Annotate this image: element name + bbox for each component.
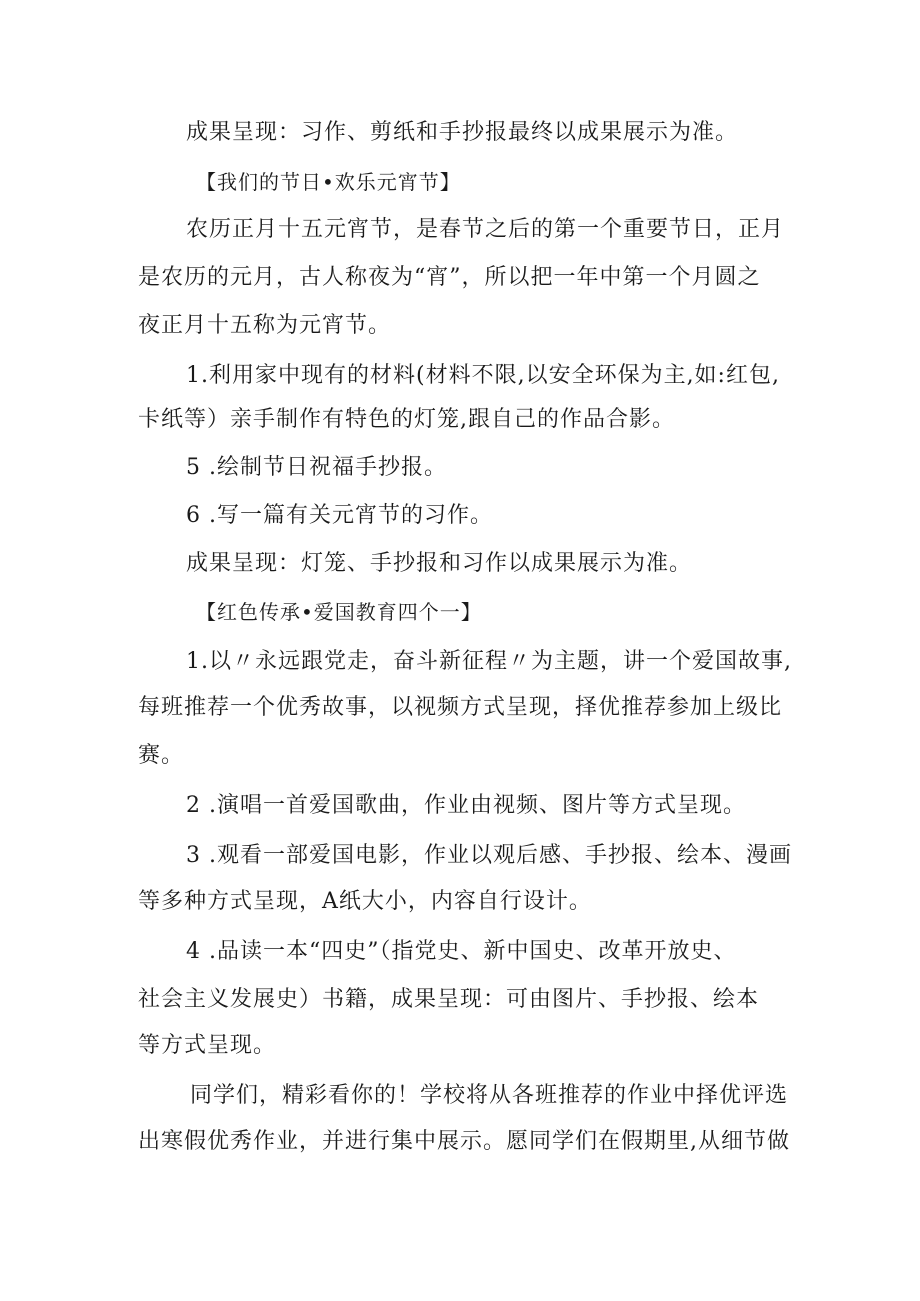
paragraph-line: 是农历的元月，古人称夜为“宵”，所以把一年中第一个月圆之	[138, 265, 761, 290]
list-item-line: 等多种方式呈现，A纸大小，内容自行设计。	[138, 889, 592, 914]
result-line-crafts: 成果呈现：习作、剪纸和手抄报最终以成果展示为准。	[186, 120, 739, 145]
list-item-line: 赛。	[138, 743, 185, 768]
list-item-line: 1.以〃永远跟党走，奋斗新征程〃为主题，讲一个爱国故事,	[186, 649, 792, 674]
list-item-line: 4 .品读一本“四史”（指党史、新中国史、改革开放史、	[186, 939, 737, 964]
list-item-line: 卡纸等）亲手制作有特色的灯笼,跟自己的作品合影。	[138, 407, 675, 432]
list-item-line: 每班推荐一个优秀故事，以视频方式呈现，择优推荐参加上级比	[138, 695, 783, 720]
list-item-line: 社会主义发展史）书籍，成果呈现：可由图片、手抄报、绘本	[138, 987, 760, 1012]
list-item-line: 等方式呈现。	[138, 1033, 277, 1058]
paragraph-line: 农历正月十五元宵节，是春节之后的第一个重要节日，正月	[186, 217, 785, 242]
list-item-line: 6 .写一篇有关元宵节的习作。	[186, 503, 493, 528]
list-item-line: 5 .绘制节日祝福手抄报。	[186, 455, 447, 480]
section-heading-patriotic: 【红色传承•爱国教育四个一】	[196, 600, 482, 624]
list-item-line: 2 .演唱一首爱国歌曲，作业由视频、图片等方式呈现。	[186, 793, 746, 818]
paragraph-line: 夜正月十五称为元宵节。	[138, 313, 392, 338]
closing-paragraph-line: 同学们，精彩看你的！学校将从各班推荐的作业中择优评选	[190, 1083, 789, 1108]
closing-paragraph-line: 出寒假优秀作业，并进行集中展示。愿同学们在假期里,从细节做	[138, 1129, 790, 1154]
list-item-line: 1.利用家中现有的材料(材料不限,以安全环保为主,如:红包,	[186, 363, 780, 388]
list-item-line: 3 .观看一部爱国电影，作业以观后感、手抄报、绘本、漫画	[186, 843, 792, 868]
result-line-lantern: 成果呈现：灯笼、手抄报和习作以成果展示为准。	[186, 551, 693, 576]
section-heading-lantern-festival: 【我们的节日•欢乐元宵节】	[196, 170, 461, 194]
